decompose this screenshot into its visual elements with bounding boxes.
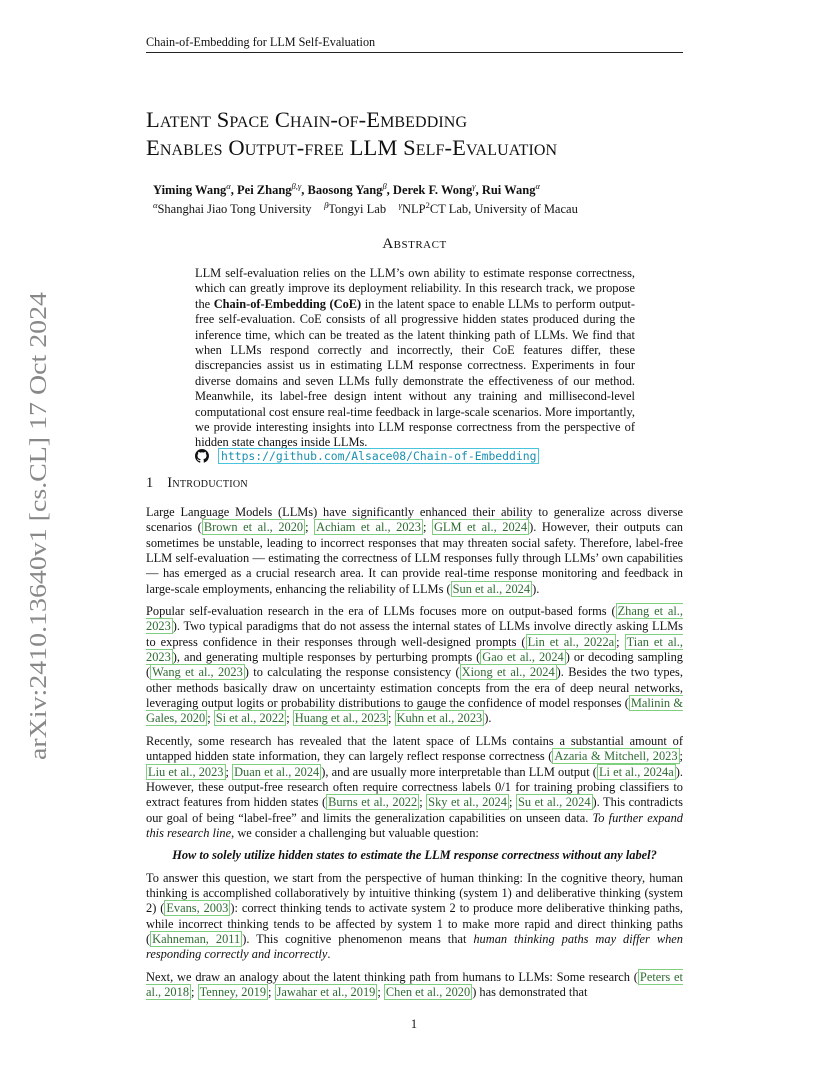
author-sep: , [386, 183, 393, 197]
author: Pei Zhang [237, 183, 292, 197]
title-line-1: Latent Space Chain-of-Embedding [146, 107, 468, 132]
repo-line [195, 448, 635, 464]
author: Derek F. Wong [392, 183, 473, 197]
affil-sup: α [153, 200, 158, 210]
citation-link[interactable]: Liu et al., 2023 [148, 764, 224, 779]
author-sup: α [535, 181, 540, 191]
paragraph: Popular self-evaluation research in the era of LLMs focuses more on output-based forms ( Zhang et al., 2023 ). Two typical paradigms that do not assess the internal states of LLMs involve directly asking LLMs to express confidence in their responses through well-designed prompts ( Lin et al., 2022a ; Tian et al., 2023 ), and generating multiple responses by perturbing prompts ( Gao et al., 2024 ) or decoding sampling ( Wang et al., 2023 ) to calculating the response consistency ( Xiong et al., 2024 ). Besides the two types, other methods basically draw on uncertainty estimation concepts from the era of deep neural networks, leveraging output logits or probability distributions to gauge the confidence of model responses ( Malinin & Gales, 2020 ; Si et al., 2022 ; Huang et al., 2023 ; Kuhn et al., 2023 ). [146, 604, 684, 726]
citation-link[interactable]: Evans, 2003 [166, 901, 229, 916]
citation-link[interactable]: Jawahar et al., 2019 [276, 984, 376, 999]
citation-link[interactable]: Sky et al., 2024 [428, 795, 507, 810]
author: Baosong Yang [307, 183, 383, 197]
citation-link[interactable]: Malinin & Gales, 2020 [146, 696, 683, 726]
page-number: 1 [410, 1017, 418, 1031]
author-sep: , [301, 183, 308, 197]
coe-term: Chain-of-Embedding (CoE) [213, 296, 362, 311]
affiliations [153, 200, 693, 218]
citation-link[interactable]: Huang et al., 2023 [294, 711, 386, 726]
citation-link[interactable]: Xiong et al., 2024 [461, 665, 555, 680]
citation-link[interactable]: Achiam et al., 2023 [316, 520, 421, 535]
paragraph: Recently, some research has revealed that the latent space of LLMs contains a substantial amount of untapped hidden state information, they can largely reflect response correctness ( Azaria & Mitchell, 2023 ; Liu et al., 2023 ; Duan et al., 2024 ), and are usually more interpretable than LLM output ( Li et al., 2024a ). However, these output-free research often require correctness labels 0/1 for training probing classifiers to extract features from hidden states ( Burns et al., 2022 ; Sky et al., 2024 ; Su et al., 2024 ). This contradicts our goal of being “label-free” and limits the generalization capabilities on unseen data. To further expand this research line, we consider a challenging but valuable question: [146, 733, 683, 840]
arxiv-stamp-text: arXiv:2410.13640v1 [cs.CL] 17 Oct 2024 [26, 357, 52, 760]
paragraph: Next, we draw an analogy about the latent thinking path from humans to LLMs: Some research ( Peters et al., 2018 ; Tenney, 2019 ; Jawahar et al., 2019 ; Chen et al., 2020 ) has demonstrated that [146, 969, 683, 999]
affil-sup: β [324, 200, 329, 210]
citation-link[interactable]: Sun et al., 2024 [452, 581, 531, 596]
repo-link[interactable]: https://github.com/Alsace08/Chain-of-Embedding [218, 448, 539, 464]
arxiv-stamp [22, 290, 52, 760]
citation-link[interactable]: Wang et al., 2023 [152, 665, 243, 680]
author-sup: β,γ [291, 181, 302, 191]
author-sup: β [382, 181, 387, 191]
citation-link[interactable]: Duan et al., 2024 [234, 764, 320, 779]
paragraph: Large Language Models (LLMs) have significantly enhanced their ability to generalize across diverse scenarios ( Brown et al., 2020 ; Achiam et al., 2023 ; GLM et al., 2024 ). However, their outputs can sometimes be unstable, leading to incorrect responses that may threaten social safety. Therefore, label-free LLM self-evaluation — estimating the correctness of LLM responses fully through LLMs’ own capabilities — has emerged as a crucial research area. It can provide real-time response monitoring and feedback in large-scale employments, enhancing the reliability of LLMs ( Sun et al., 2024 ). [146, 505, 683, 596]
research-question: How to solely utilize hidden states to estimate the LLM response correctness without any label? [172, 848, 657, 863]
affil-um: NLP$^2$CT Lab, University of Macau [401, 200, 578, 216]
author-sup: α [226, 181, 231, 191]
citation-link[interactable]: Kuhn et al., 2023 [396, 711, 483, 726]
abstract-text: LLM self-evaluation relies on the LLM’s own ability to estimate response correctness, which can greatly improve its deployment reliability. In this research track, we propose the Chain-of-Embedding (CoE) in the latent space to enable LLMs to perform output-free self-evaluation. CoE consists of all progressive hidden states produced during the inference time, which can be treated as the latent thinking path of LLMs. We find that when LLMs respond correctly and incorrectly, their CoE features differ, these discrepancies assist us in estimating LLM response correctness. Experiments in four diverse domains and seven LLMs fully demonstrate the effectiveness of our method. Meanwhile, its label-free design intent without any training and millisecond-level computational cost ensure real-time feedback in large-scale scenarios. More importantly, we provide interesting insights into LLM response correctness from the perspective of hidden state changes inside LLMs. [195, 266, 635, 450]
author-sep: , [475, 183, 482, 197]
citation-link[interactable]: GLM et al., 2024 [433, 520, 528, 535]
github-icon [195, 449, 209, 463]
title-line-2: Enables Output-free LLM Self-Evaluation [146, 135, 558, 160]
section-title: Introduction [167, 475, 248, 491]
emphasis: To further expand this research line [146, 810, 683, 840]
citation-link[interactable]: Lin et al., 2022a [527, 634, 615, 649]
author-sep: , [230, 183, 238, 197]
emphasis: human thinking paths may differ when responding correctly and incorrectly [146, 931, 684, 962]
affil-sjtu: Shanghai Jiao Tong University [157, 202, 312, 216]
section-heading-introduction [146, 475, 683, 492]
affil-sup: γ [398, 200, 402, 210]
author: Yiming Wang [153, 183, 227, 197]
citation-link[interactable]: Su et al., 2024 [517, 795, 591, 810]
section-number: 1 [146, 475, 154, 491]
paper-title [146, 106, 706, 162]
author-list [153, 181, 693, 199]
citation-link[interactable]: Tenney, 2019 [199, 984, 267, 999]
abstract-heading: Abstract [382, 236, 447, 252]
citation-link[interactable]: Li et al., 2024a [598, 764, 674, 779]
citation-link[interactable]: Si et al., 2022 [215, 711, 285, 726]
citation-link[interactable]: Peters et al., 2018 [146, 969, 683, 999]
citation-link[interactable]: Azaria & Mitchell, 2023 [554, 749, 678, 764]
citation-link[interactable]: Chen et al., 2020 [385, 984, 471, 999]
body-text [146, 505, 683, 1007]
paragraph: To answer this question, we start from the perspective of human thinking: In the cognitive theory, human thinking is accomplished collaboratively by intuitive thinking (system 1) and deliberative thinking (system 2) ( Evans, 2003 ): correct thinking tends to activate system 2 to produce more deliberative thinking paths, while incorrect thinking tends to be affected by system 1 to make more rapid and direct thinking paths ( Kahneman, 2011 ). This cognitive phenomenon means that human thinking paths may differ when responding correctly and incorrectly. [146, 870, 684, 962]
author-sup: γ [472, 181, 476, 191]
author: Rui Wang [481, 183, 536, 197]
citation-link[interactable]: Burns et al., 2022 [328, 795, 418, 810]
affil-tongyi: Tongyi Lab [328, 202, 387, 216]
citation-link[interactable]: Zhang et al., 2023 [146, 604, 684, 634]
citation-link[interactable]: Brown et al., 2020 [203, 520, 304, 535]
citation-link[interactable]: Gao et al., 2024 [482, 650, 564, 665]
running-head: Chain-of-Embedding for LLM Self-Evaluation [146, 35, 683, 53]
citation-link[interactable]: Tian et al., 2023 [146, 634, 683, 665]
citation-link[interactable]: Kahneman, 2011 [152, 931, 241, 946]
